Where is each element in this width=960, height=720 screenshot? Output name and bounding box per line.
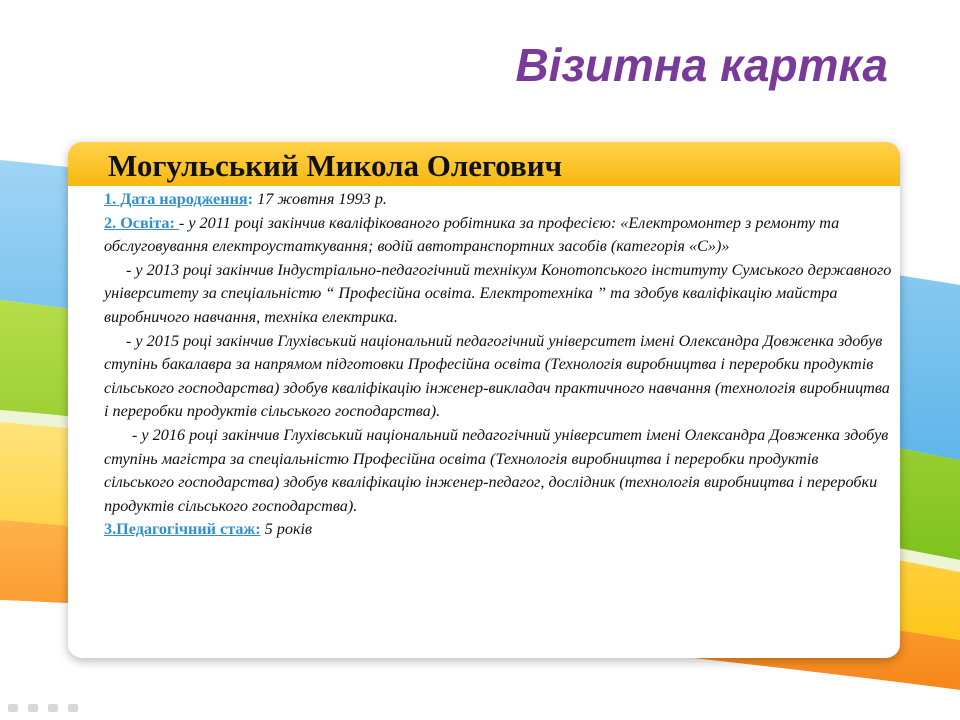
birth-date-line [104,188,892,212]
card-header [68,142,900,186]
education-item-1-text: - у 2011 році закінчив кваліфікованого робітника за професією: «Електромонтер з ремонту та обслуговування електроустаткування; водій автотранспортних засобів (категорія «С»)» [104,213,840,256]
education-item-4: - у 2016 році закінчив Глухівський національний педагогічний університет імені Олександра Довженка здобув ступінь магістра за спеціальністю Професійна освіта (Технологія виробництва і переробки продуктів сільського господарства) здобув кваліфікацію інженер-педагог, дослідник (технологія виробництва і переробки продуктів сільського господарства). [104,425,889,515]
slide-title: Візитна картка [515,39,888,91]
birth-date-value: 17 жовтня 1993 р. [257,190,387,208]
card-body [104,188,892,542]
person-name: Могульський Микола Олегович [108,148,563,183]
business-card [68,142,900,658]
prev-slide-icon[interactable] [8,704,18,712]
education-label[interactable]: 2. Освіта: [104,213,179,232]
experience-value: 5 років [260,520,313,539]
pen-tool-icon[interactable] [28,704,38,712]
education-item-2: - у 2013 році закінчив Індустріально-педагогічний технікум Конотопського інституту Сумського державного університету за спеціальністю “ Професійна освіта. Електротехніка ” та здобув кваліфікацію майстра виробничого навчання, техніка електрика. [104,260,892,326]
next-slide-icon[interactable] [68,704,78,712]
education-item-1 [104,212,892,259]
education-item-3: - у 2015 році закінчив Глухівський національний педагогічний університет імені Олександра Довженка здобув ступінь бакалавра за напрямом підготовки Професійна освіта (Технологія виробництва і переробки продуктів сільського господарства) здобув кваліфікацію інженер-викладач практичного навчання (технологія виробництва і переробки продуктів сільського господарства). [104,331,890,421]
slide-navigation [8,704,78,712]
slide-menu-icon[interactable] [48,704,58,712]
birth-date-separator: : [247,190,258,208]
experience-line [104,518,892,542]
birth-date-label[interactable]: 1. Дата народження [104,190,248,208]
experience-label[interactable]: 3.Педагогічний стаж: [104,520,261,539]
